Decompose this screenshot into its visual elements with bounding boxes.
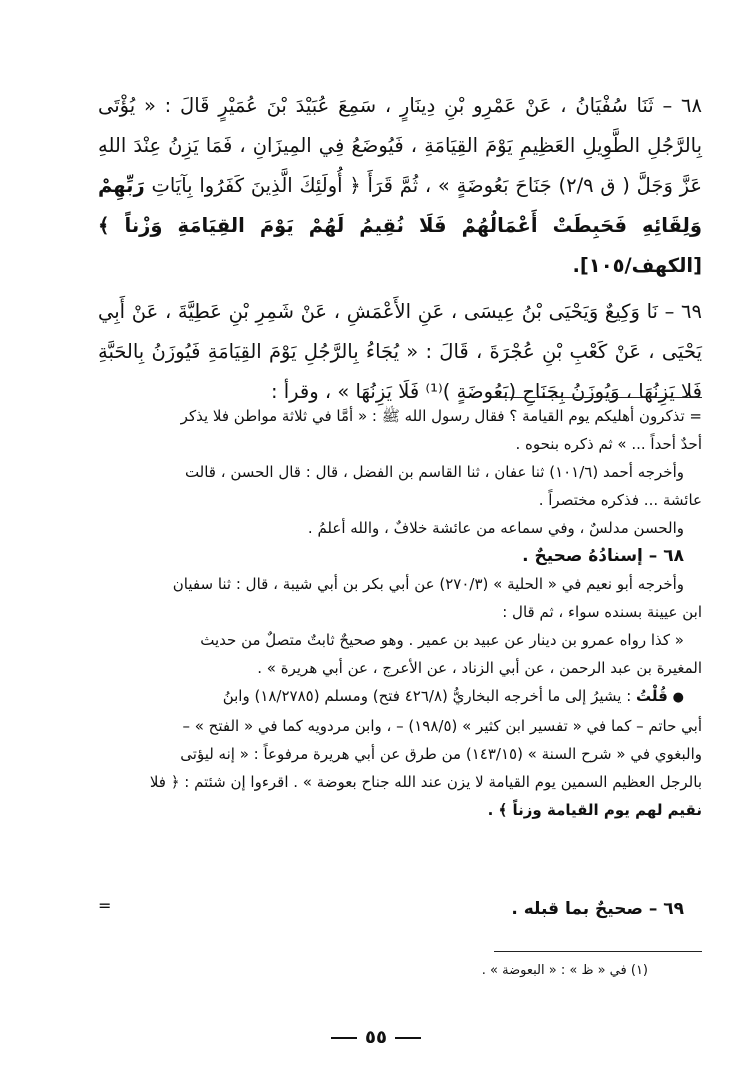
hadith-69: [98, 292, 702, 412]
text-line: بِالرَّجُلِ الطَّوِيلِ العَظِيمِ يَوْمَ القِيَامَةِ ، فَيُوضَعُ فِي المِيزَانِ ، فَمَا يَزِنُ عِنْدَ اللهِ: [98, 134, 702, 157]
note-line: بالرجل العظيم السمين يوم القيامة لا يزن عند الله جناح بعوضة » . اقرءوا إن شئتم : ﴿ فلا: [149, 773, 702, 791]
note-line: أبي حاتم – كما في « تفسير ابن كثير » (١٩٨/٥) – ، وابن مردويه كما في « الفتح » –: [182, 717, 702, 735]
note-line: ابن عيينة بسنده سواء ، ثم قال :: [502, 603, 702, 621]
hadith-68: [98, 86, 702, 286]
dash-right: [395, 1037, 421, 1039]
note-line: وأخرجه أبو نعيم في « الحلية » (٢٧٠/٣) عن أبي بكر بن أبي شيبة ، قال : ثنا سفيان: [172, 575, 684, 593]
note-line: وأخرجه أحمد (١٠١/٦) ثنا عفان ، ثنا القاسم بن الفضل ، قال : قال الحسن ، قالت: [184, 463, 684, 481]
note-line: [98, 682, 702, 712]
note-line: المغيرة بن عبد الرحمن ، عن أبي الزناد ، عن الأعرج ، عن أبي هريرة » .: [257, 659, 702, 677]
note-line: نقيم لهم يوم القيامة وزناً ﴾ .: [487, 801, 702, 819]
dash-left: [331, 1037, 357, 1039]
main-text: [98, 86, 702, 412]
grading-heading-68: ٦٨ – إسنادُهُ صحيحٌ .: [522, 546, 684, 566]
footnote: (١) في « ظ » : « البعوضة » .: [481, 963, 648, 978]
qultu-label: قُلْتُ: [636, 687, 668, 705]
note-line: « كذا رواه عمرو بن دينار عن عبيد بن عمير . وهو صحيحٌ ثابتٌ متصلٌ من حديث: [200, 631, 684, 649]
page-number-value: ٥٥: [365, 1027, 387, 1048]
note-line: والحسن مدلسٌ ، وفي سماعه من عائشة خلافٌ ، والله أعلمُ .: [307, 519, 684, 537]
divider-rule: [494, 397, 702, 398]
note-line: أحدٌ أحداً ... » ثم ذكره بنحوه .: [515, 435, 702, 453]
note-line: = تذكرون أهليكم يوم القيامة ؟ فقال رسول الله ﷺ : « أمَّا في ثلاثة مواطن فلا يذكر: [180, 407, 702, 425]
note-text: : يشيرُ إلى ما أخرجه البخاريُّ (٤٢٦/٨ فتح) ومسلم (١٨/٢٧٨٥) وابنُ: [222, 687, 632, 705]
page-number: [0, 1027, 752, 1048]
note-line: عائشة ... فذكره مختصراً .: [538, 491, 702, 509]
footnote-rule: [494, 951, 702, 952]
note-line: والبغوي في « شرح السنة » (١٤٣/١٥) من طرق عن أبي هريرة مرفوعاً : « إنه ليؤتى: [180, 745, 702, 763]
grading-heading-69: ٦٩ – صحيحٌ بما قبله .: [511, 899, 684, 919]
text-line: رَبِّهِمْ وَلِقَائِهِ فَحَبِطَتْ أَعْمَالُهُمْ فَلَا نُقِيمُ لَهُمْ يَوْمَ القِيَامَةِ وَزْناً ﴾ [الكهف/١٠٥].: [98, 174, 702, 277]
text-line: عَنْ أَبِي يَحْيَى ، عَنْ كَعْبِ بْنِ عُجْرَةَ ، قَالَ : « يُجَاءُ بِالرَّجُلِ يَوْمَ القِيَامَةِ: [98, 300, 703, 363]
text-line: ٦٨ – ثَنَا سُفْيَانُ ، عَنْ عَمْرِو بْنِ دِينَارٍ ، سَمِعَ عُبَيْدَ بْنَ عُمَيْرٍ قَالَ : « يُؤْتَى: [98, 94, 702, 117]
text-line: ٦٩ – نَا وَكِيعٌ وَيَحْيَى بْنُ عِيسَى ، عَنِ الأَعْمَشِ ، عَنْ شَمِرِ بْنِ عَطِيَّةَ ،: [164, 300, 702, 323]
bullet-icon: ●: [672, 690, 684, 705]
text-line: عَزَّ وَجَلَّ ( ق ٢/٩) جَنَاحَ بَعُوضَةٍ » ، ثُمَّ قَرَأَ ﴿ أُولَئِكَ الَّذِينَ كَفَرُوا بِآيَاتِ: [151, 174, 703, 197]
text-line: فَيُوزَنُ بِالحَبَّةِ فَلا يَزِنُهَا ، وَيُوزَنُ بِجَنَاحِ (بَعُوضَةٍ )⁽¹⁾ فَلَا يَزِنُهَا » ، وقرأ :: [98, 340, 702, 403]
commentary: [98, 402, 702, 824]
continuation-mark: =: [98, 896, 112, 915]
